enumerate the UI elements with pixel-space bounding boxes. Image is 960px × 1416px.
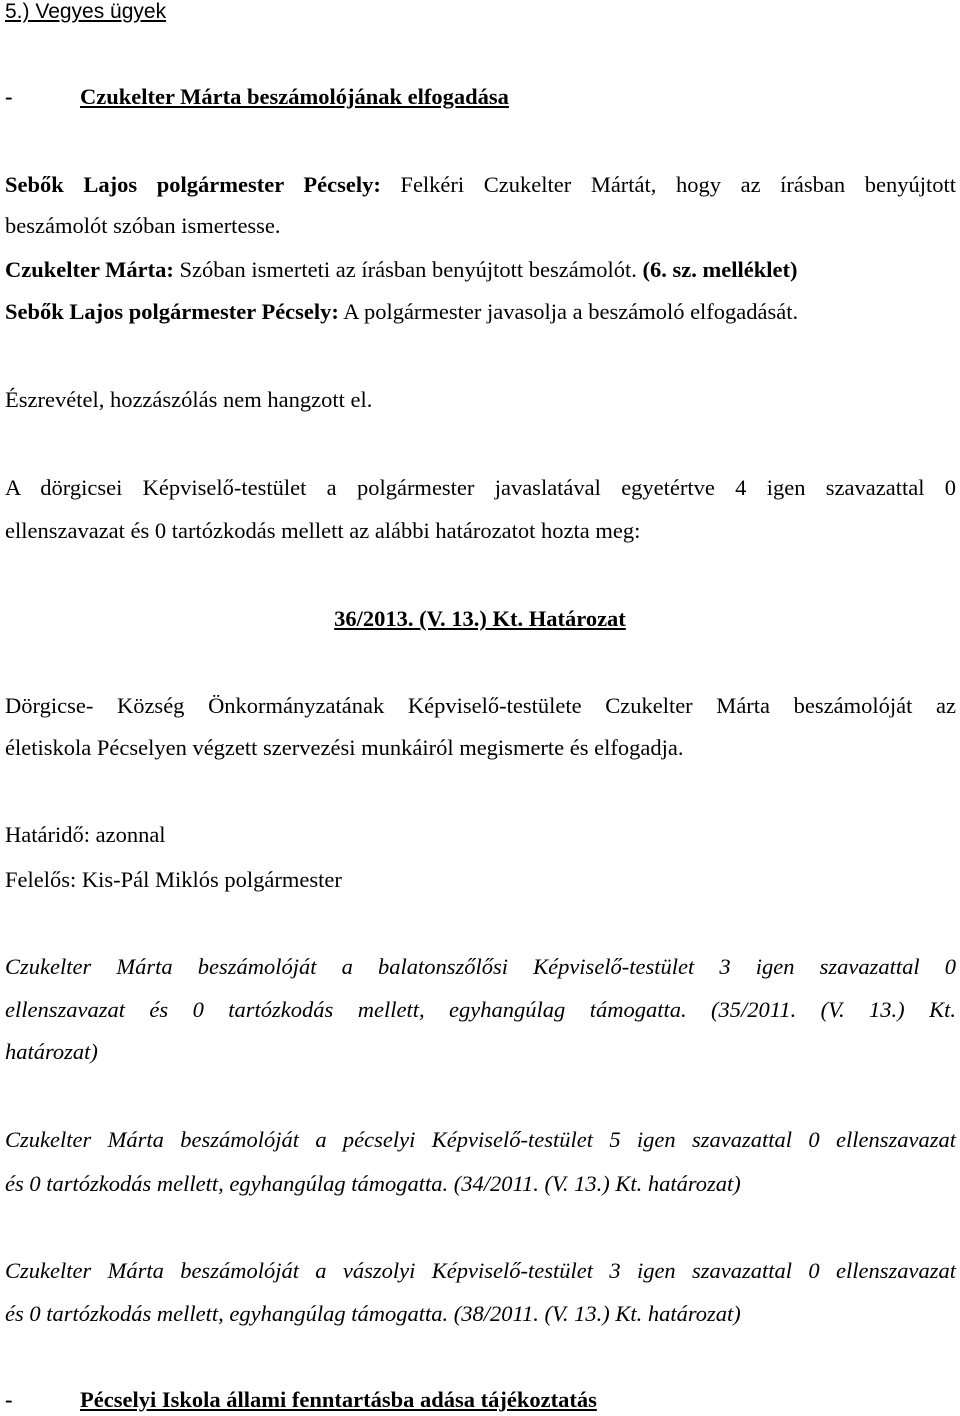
speech-text: A polgármester javasolja a beszámoló elfogadását. — [338, 299, 799, 324]
resolution-title-text: 36/2013. (V. 13.) Kt. Határozat — [334, 606, 626, 631]
resolution-line: életiskola Pécselyen végzett szervezési munkáiról megismerte és elfogadja. — [5, 735, 684, 760]
paragraph-line — [5, 171, 956, 199]
annex-reference: (6. sz. melléklet) — [642, 257, 798, 282]
speaker-name: Sebők Lajos polgármester Pécsely: — [5, 299, 339, 324]
note-line: Czukelter Márta beszámolóját a pécselyi Képviselő-testület 5 igen szavazattal 0 ellenszavazat — [5, 1127, 956, 1152]
note-line: és 0 tartózkodás mellett, egyhangúlag támogatta. (34/2011. (V. 13.) Kt. határozat) — [5, 1171, 741, 1196]
agenda-item-title: Pécselyi Iskola állami fenntartásba adása tájékoztatás — [80, 1387, 597, 1412]
agenda-item-title: Czukelter Márta beszámolójának elfogadása — [80, 84, 509, 109]
resolution-line: Dörgicse- Község Önkormányzatának Képviselő-testülete Czukelter Márta beszámolóját az — [5, 693, 956, 718]
deadline-text: Határidő: azonnal — [5, 822, 166, 847]
note-line: ellenszavazat és 0 tartózkodás mellett, egyhangúlag támogatta. (35/2011. (V. 13.) Kt. — [5, 997, 956, 1022]
section-title: 5.) Vegyes ügyek — [5, 0, 167, 23]
agenda-item-dash: - — [5, 84, 13, 109]
speaker-name: Czukelter Márta: — [5, 257, 174, 282]
remark-text: Észrevétel, hozzászólás nem hangzott el. — [5, 387, 373, 412]
agenda-item-dash: - — [5, 1387, 13, 1412]
paragraph-line — [5, 256, 956, 284]
resolution-title — [0, 605, 960, 633]
speech-text: Felkéri Czukelter Mártát, hogy az írásban benyújtott — [380, 172, 956, 197]
note-line: határozat) — [5, 1039, 98, 1064]
agenda-item-2 — [5, 1386, 956, 1414]
note-line: és 0 tartózkodás mellett, egyhangúlag támogatta. (38/2011. (V. 13.) Kt. határozat) — [5, 1301, 741, 1326]
note-line: Czukelter Márta beszámolóját a vászolyi Képviselő-testület 3 igen szavazattal 0 ellenszavazat — [5, 1258, 956, 1283]
agenda-item-1 — [5, 83, 956, 111]
paragraph-line — [5, 298, 956, 326]
vote-line: ellenszavazat és 0 tartózkodás mellett az alábbi határozatot hozta meg: — [5, 518, 641, 543]
responsible-text: Felelős: Kis-Pál Miklós polgármester — [5, 867, 342, 892]
speech-text: Szóban ismerteti az írásban benyújtott beszámolót. — [173, 257, 643, 282]
paragraph-line: beszámolót szóban ismertesse. — [5, 213, 281, 238]
vote-line: A dörgicsei Képviselő-testület a polgármester javaslatával egyetértve 4 igen szavazattal 0 — [5, 475, 956, 500]
speaker-name: Sebők Lajos polgármester Pécsely: — [5, 172, 381, 197]
note-line: Czukelter Márta beszámolóját a balatonszőlősi Képviselő-testület 3 igen szavazattal 0 — [5, 954, 956, 979]
